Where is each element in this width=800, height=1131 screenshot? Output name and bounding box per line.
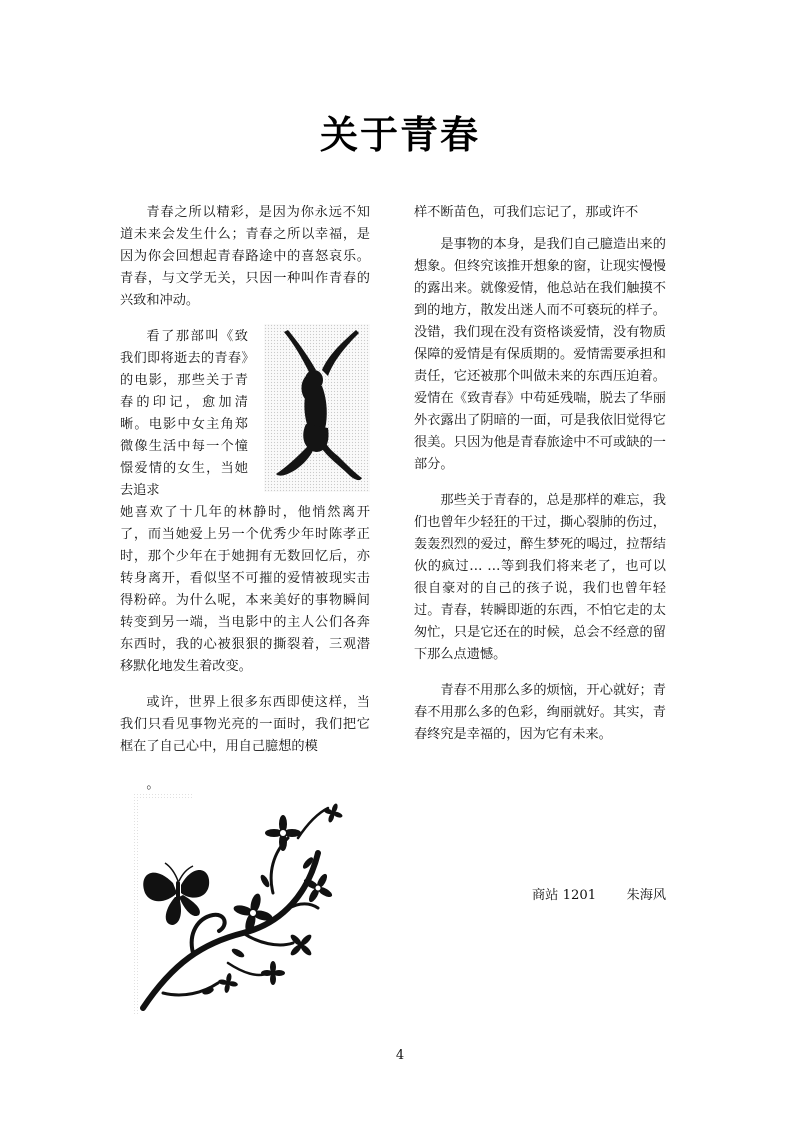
byline-author: 朱海风 — [626, 888, 667, 903]
left-paragraph-ending: 。 — [146, 777, 160, 792]
author-byline — [532, 884, 666, 903]
byline-class: 商站 1201 — [532, 888, 597, 903]
right-paragraph-3: 青春不用那么多的烦恼，开心就好；青春不用那么多的色彩，绚丽就好。其实，青春终究是幸福的，因为它有未来。 — [414, 683, 666, 742]
page-number: 4 — [395, 1048, 405, 1063]
wrap-section — [120, 326, 370, 502]
left-paragraph-2-rest: 她喜欢了十几年的林静时，他悄然离开了，而当她爱上另一个优秀少年时陈孝正时，那个少年在于她拥有无数回忆后，亦转身离开，看似坚不可摧的爱情被现实击得粉碎。为什么呢，本来美好的事物瞬间转变到另一端，当电影中的主人公们各奔东西时，我的心被狠狠的撕裂着，三观潜移默化地发生着改变。 — [120, 505, 370, 674]
right-paragraph-1: 是事物的本身，是我们自己臆造出来的想象。但终究该推开想象的窗，让现实慢慢的露出来。就像爱情，他总站在我们触摸不到的地方，散发出迷人而不可亵玩的样子。没错，我们现在没有资格谈爱情，没有物质保障的爱情是有保质期的。爱情需要承担和责任，它还被那个叫做未来的东西压迫着。爱情在《致青春》中苟延残喘，脱去了华丽外衣露出了阴暗的一面，可是我依旧觉得它很美。只因为他是青春旅途中不可或缺的一部分。 — [414, 237, 666, 472]
left-paragraph-1: 青春之所以精彩，是因为你永远不知道未来会发生什么；青春之所以幸福，是因为你会回想起青春路途中的喜怒哀乐。青春，与文学无关，只因一种叫作青春的兴致和冲动。 — [120, 205, 370, 308]
floral-butterfly-image — [133, 793, 353, 1015]
left-paragraph-2-wrapped: 看了那部叫《致我们即将逝去的青春》的电影，那些关于青春的印记，愈加清晰。电影中女主角郑微像生活中每一个憧憬爱情的女生，当她去追求 — [120, 329, 248, 498]
right-paragraph-2: 那些关于青春的，总是那样的难忘，我们也曾年少轻狂的干过，撕心裂肺的伤过，轰轰烈烈的爱过，醉生梦死的喝过，拉帮结伙的疯过… …等到我们将来老了，也可以很自豪对的自己的孩子说，我们也曾年轻过。青春，转瞬即逝的东西，不怕它走的太匆忙，只是它还在的时候，总会不经意的留下那么点遗憾。 — [414, 493, 666, 662]
dancer-silhouette-image — [264, 324, 370, 492]
left-column — [120, 202, 370, 796]
right-column — [414, 202, 666, 746]
right-line-1: 样不断苗色，可我们忘记了，那或许不 — [414, 205, 639, 220]
page-title: 关于青春 — [319, 113, 480, 157]
left-paragraph-3: 或许，世界上很多东西即使这样，当我们只看见事物光亮的一面时，我们把它框在了自己心中，用自己臆想的模 — [120, 695, 370, 754]
